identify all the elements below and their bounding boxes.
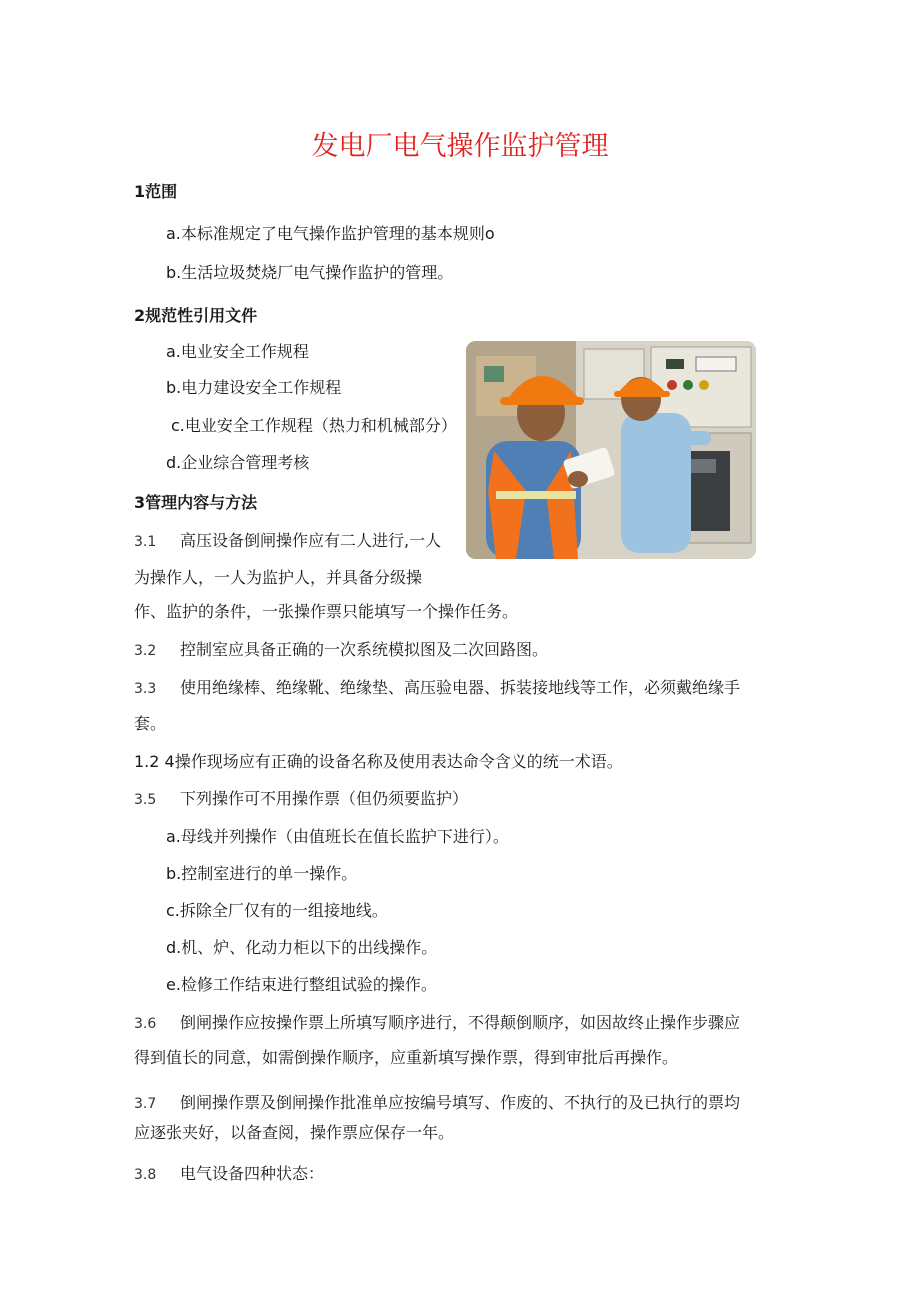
list-item: c.电业安全工作规程（热力和机械部分）: [171, 416, 457, 435]
section-3-heading: 3管理内容与方法: [134, 493, 258, 512]
paragraph-3-1-line-3: 作、监护的条件，一张操作票只能填写一个操作任务。: [134, 602, 519, 621]
paragraph-number: 3.6: [134, 1016, 157, 1032]
page-title: 发电厂电气操作监护管理: [311, 131, 609, 162]
paragraph-text: 控制室应具备正确的一次系统模拟图及二次回路图。: [180, 640, 549, 659]
paragraph-3-5: [134, 788, 468, 811]
electricians-photo: [466, 341, 756, 559]
paragraph-3-1: [134, 530, 441, 553]
paragraph-text: 使用绝缘棒、绝缘靴、绝缘垫、高压验电器、拆装接地线等工作，必须戴绝缘手: [180, 678, 741, 697]
paragraph-3-7-line-2: 应逐张夹好，以备查阅，操作票应保存一年。: [134, 1123, 455, 1142]
section-2-heading: 2规范性引用文件: [134, 306, 258, 325]
paragraph-text: 电气设备四种状态：: [180, 1164, 325, 1183]
section-1-heading: 1范围: [134, 182, 178, 201]
paragraph-3-1-line-2: 为操作人，一人为监护人，并具备分级操: [134, 568, 423, 587]
list-item: b.生活垃圾焚烧厂电气操作监护的管理。: [166, 263, 454, 282]
paragraph-3-6-line-2: 得到值长的同意，如需倒操作顺序，应重新填写操作票，得到审批后再操作。: [134, 1048, 679, 1067]
paragraph-number: 3.2: [134, 643, 157, 659]
paragraph-3-2: [134, 639, 548, 662]
paragraph-text: 下列操作可不用操作票（但仍须要监护）: [180, 789, 469, 808]
paragraph-3-3-line-2: 套。: [134, 714, 167, 733]
list-item: d.企业综合管理考核: [166, 453, 310, 472]
paragraph-3-4: 1.2 4操作现场应有正确的设备名称及使用表达命令含义的统一术语。: [134, 752, 623, 771]
paragraph-number: 3.1: [134, 534, 157, 550]
paragraph-text: 倒闸操作票及倒闸操作批准单应按编号填写、作废的、不执行的及已执行的票均: [180, 1093, 741, 1112]
list-item: a.母线并列操作（由值班长在值长监护下进行）。: [166, 827, 509, 846]
list-item: b.控制室进行的单一操作。: [166, 864, 358, 883]
paragraph-3-7: [134, 1092, 740, 1115]
list-item: a.本标准规定了电气操作监护管理的基本规则o: [166, 224, 495, 243]
paragraph-number: 3.3: [134, 681, 157, 697]
paragraph-number: 3.5: [134, 792, 157, 808]
paragraph-text: 高压设备倒闸操作应有二人进行,一人: [180, 531, 442, 550]
list-item: c.拆除全厂仅有的一组接地线。: [166, 901, 388, 920]
list-item: d.机、炉、化动力柜以下的出线操作。: [166, 938, 438, 957]
paragraph-3-3: [134, 677, 740, 700]
paragraph-number: 3.8: [134, 1167, 157, 1183]
list-item: a.电业安全工作规程: [166, 342, 309, 361]
paragraph-text: 倒闸操作应按操作票上所填写顺序进行，不得颠倒顺序，如因故终止操作步骤应: [180, 1013, 741, 1032]
paragraph-number: 3.7: [134, 1096, 157, 1112]
paragraph-3-8: [134, 1163, 324, 1186]
list-item: e.检修工作结束进行整组试验的操作。: [166, 975, 437, 994]
paragraph-3-6: [134, 1012, 740, 1035]
list-item: b.电力建设安全工作规程: [166, 378, 342, 397]
